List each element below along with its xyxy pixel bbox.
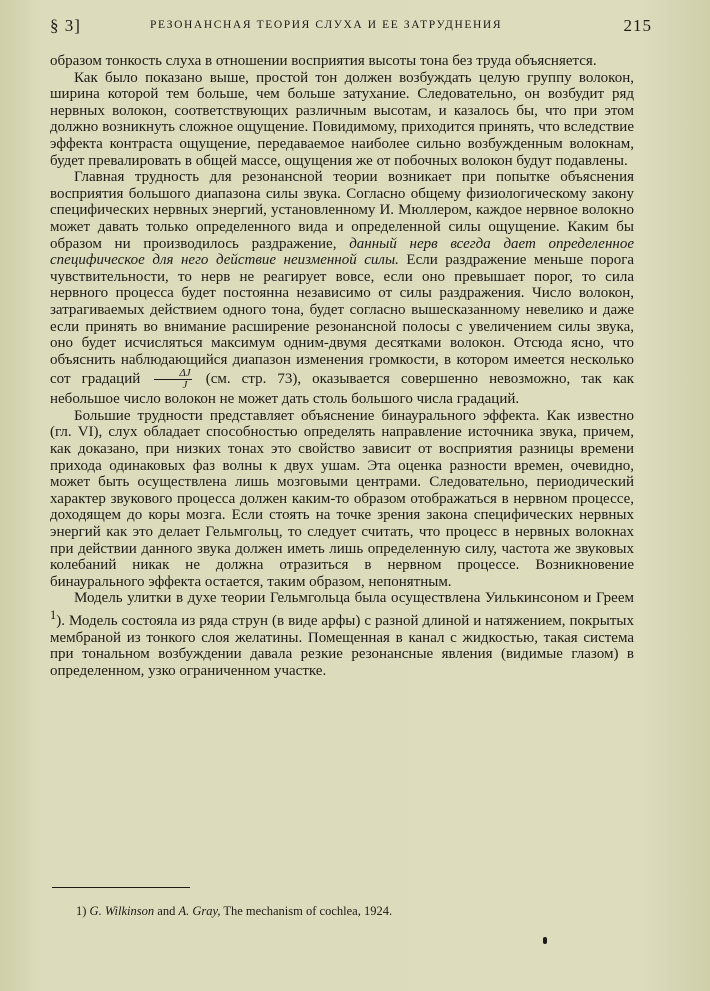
paragraph-intensity-range [50, 169, 634, 408]
running-header [50, 16, 652, 40]
paragraph-cochlea-model [50, 590, 634, 679]
running-title: РЕЗОНАНСНАЯ ТЕОРИЯ СЛУХА И ЕЕ ЗАТРУДНЕНИЯ [150, 19, 503, 31]
footnote [76, 904, 392, 919]
fraction-delta-j-over-j [154, 368, 191, 391]
paragraph-contrast: Как было показано выше, простой тон должен возбуждать целую группу волокон, ширина которой тем больше, чем больше затухание. Следовательно, он возбудит ряд нервных волокон, соответствующих различным высотам, и казалось бы, что при этом должно возникнуть сложное ощущение. Повидимому, приходится принять, что вследствие эффекта контраста ощущение, передаваемое наиболее сильно возбужденным волокнам, будет превалировать в общей массе, ощущения же от побочных волокон будут подавлены. [50, 69, 634, 169]
footnote-divider [52, 887, 190, 888]
paragraph-text: Если раздражение меньше порога чувствительности, то нерв не реагирует вовсе, если оно превышает порог, то сила нервного процесса будет постоянна независимо от силы раздражения. Число волокон, затрагиваемых действием одного тона, будет согласно вышесказанному невелико и даже если принять во внимание расширение резонансной полосы с увеличением силы звука, оно будет исчисляться максимум одним-двумя десятками волокон. Отсюда ясно, что объяснить наблюдающийся диапазон изменения громкости, в котором имеется несколько сот градаций [50, 252, 634, 388]
fraction-numerator: ΔJ [154, 368, 191, 380]
fraction-denominator: J [182, 379, 188, 392]
page-number: 215 [623, 16, 652, 35]
footnote-conjunction: and [157, 904, 176, 918]
page-body [50, 53, 634, 679]
paragraph-continued: образом тонкость слуха в отношении восприятия высоты тона без труда объясняется. [50, 53, 597, 69]
footnote-author: G. Wilkinson [89, 904, 155, 918]
footnote-marker: 1) [76, 904, 87, 918]
ink-mark [543, 937, 547, 944]
section-marker: § 3] [50, 16, 81, 35]
footnote-reference: 1 [50, 608, 57, 622]
paragraph-binaural: Большие трудности представляет объяснение бинаурального эффекта. Как известно (гл. VI), слух обладает способностью определять направление источника звука, причем, как доказано, при низких тонах это свойство зависит от восприятия разницы времени прихода одинаковых фаз волны к двух ушам. Эта оценка разности времен, очевидно, может быть осуществлена лишь мозговыми центрами. Следовательно, периодический характер звукового процесса должен каким-то образом отображаться в нервном процессе, доходящем до коры мозга. Если стоять на точке зрения закона специфических нервных энергий как это делает Гельмгольц, то следует считать, что процесс в нервных волокнах при действии данного звука должен иметь лишь определенную силу, частота же звуковых колебаний никак не должна отразиться в нервном процессе. Возникновение бинаурального эффекта остается, таким образом, непонятным. [50, 407, 634, 590]
paragraph-text: Главная трудность для резонансной теории возникает при попытке объяснения восприятия большого диапазона силы звука. Согласно общему физиологическому закону специфических нервных энергий, установленному И. Мюллером, каждое нервное волокно может давать только определенного вида и определенной силы ощущение. Каким бы образом ни производилось раздражение, [50, 169, 634, 252]
paragraph-text: Модель улитки в духе теории Гельмгольца была осуществлена Уилькинсоном и Греем [74, 590, 634, 607]
footnote-author: A. Gray, [178, 904, 221, 918]
paragraph-text: ). Модель состояла из ряда струн (в виде арфы) с разной длиной и натяжением, покрытых мембраной из тонкого слоя желатины. Помещенная в канал с жидкостью, такая система при тональном возбуждении давала резкие резонансные явления (видимые глазом) в определенном, узко ограниченном участке. [50, 613, 634, 679]
italic-law-statement: данный нерв всегда дает определенное специфическое для него действие неизменной силы. [50, 235, 634, 269]
paragraph-text: (см. стр. 73), оказывается совершенно невозможно, так как небольшое число волокон не может дать столь большого числа градаций. [50, 371, 635, 408]
footnote-title: The mechanism of cochlea, 1924. [223, 904, 393, 918]
